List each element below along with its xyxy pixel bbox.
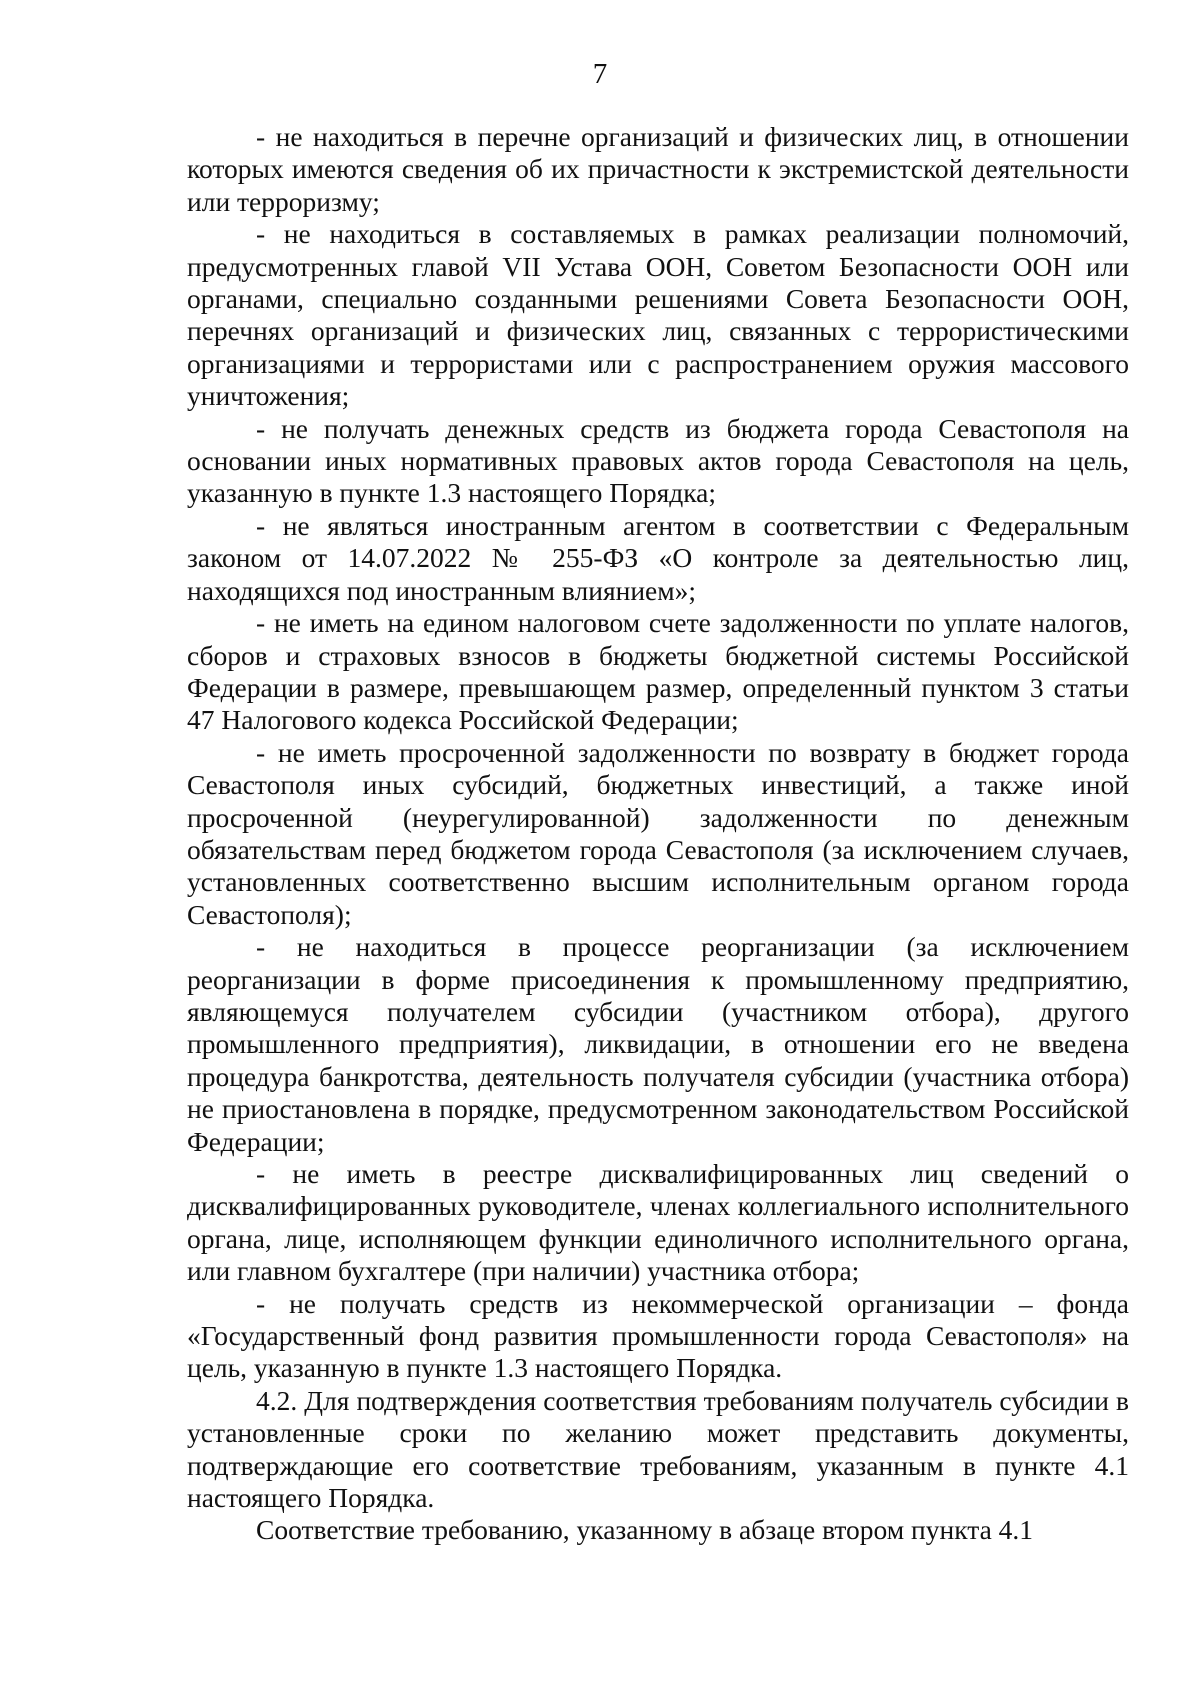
paragraph-compliance: Соответствие требованию, указанному в абзаце втором пункта 4.1 <box>256 1514 1034 1546</box>
paragraph-no-other-budget-funds: - не получать денежных средств из бюджета города Севастополя на основании иных нормативных правовых актов города Севастополя на цель, указанную в пункте 1.3 настоящего Порядка; <box>187 412 1129 509</box>
paragraph-un-sanctions-list: - не находиться в составляемых в рамках реализации полномочий, предусмотренных главой VII Устава ООН, Советом Безопасности ООН или органами, специально созданными решениями Совета Безопасности ООН, перечнях организаций и физических лиц, связанных с террористическими организациями и террористами или с распространением оружия массового уничтожения; <box>187 218 1129 412</box>
paragraph-industry-fund: - не получать средств из некоммерческой организации – фонда «Государственный фонд развития промышленности города Севастополя» на цель, указанную в пункте 1.3 настоящего Порядка. <box>187 1287 1129 1384</box>
paragraph-4-2: 4.2. Для подтверждения соответствия требованиям получатель субсидии в установленные сроки по желанию может представить документы, подтверждающие его соответствие требованиям, указанным в пункте 4.1 настоящего Порядка. <box>187 1384 1129 1514</box>
page-number: 7 <box>592 58 608 90</box>
paragraph-extremism-list: - не находиться в перечне организаций и физических лиц, в отношении которых имеются сведения об их причастности к экстремистской деятельности или терроризму; <box>187 121 1129 217</box>
document-body <box>187 121 1129 1547</box>
paragraph-foreign-agent: - не являться иностранным агентом в соответствии с Федеральным законом от 14.07.2022 № 255-ФЗ «О контроле за деятельностью лиц, находящихся под иностранным влиянием»; <box>187 509 1129 606</box>
paragraph-disqualified-persons: - не иметь в реестре дисквалифицированных лиц сведений о дисквалифицированных руководителе, членах коллегиального исполнительного органа, лице, исполняющем функции единоличного исполнительного органа, или главном бухгалтере (при наличии) участника отбора; <box>187 1158 1129 1287</box>
paragraph-reorganization: - не находиться в процессе реорганизации (за исключением реорганизации в форме присоединения к промышленному предприятию, являющемуся получателем субсидии (участником отбора), другого промышленного предприятия), ликвидации, в отношении его не введена процедура банкротства, деятельность получателя субсидии (участника отбора) не приостановлена в порядке, предусмотренном законодательством Российской Федерации; <box>187 931 1129 1157</box>
paragraph-overdue-debt: - не иметь просроченной задолженности по возврату в бюджет города Севастополя иных субсидий, бюджетных инвестиций, а также иной просроченной (неурегулированной) задолженности по денежным обязательствам перед бюджетом города Севастополя (за исключением случаев, установленных соответственно высшим исполнительным органом города Севастополя); <box>187 736 1129 930</box>
paragraph-tax-debt: - не иметь на едином налоговом счете задолженности по уплате налогов, сборов и страховых взносов в бюджеты бюджетной системы Российской Федерации в размере, превышающем размер, определенный пунктом 3 статьи 47 Налогового кодекса Российской Федерации; <box>187 607 1129 736</box>
